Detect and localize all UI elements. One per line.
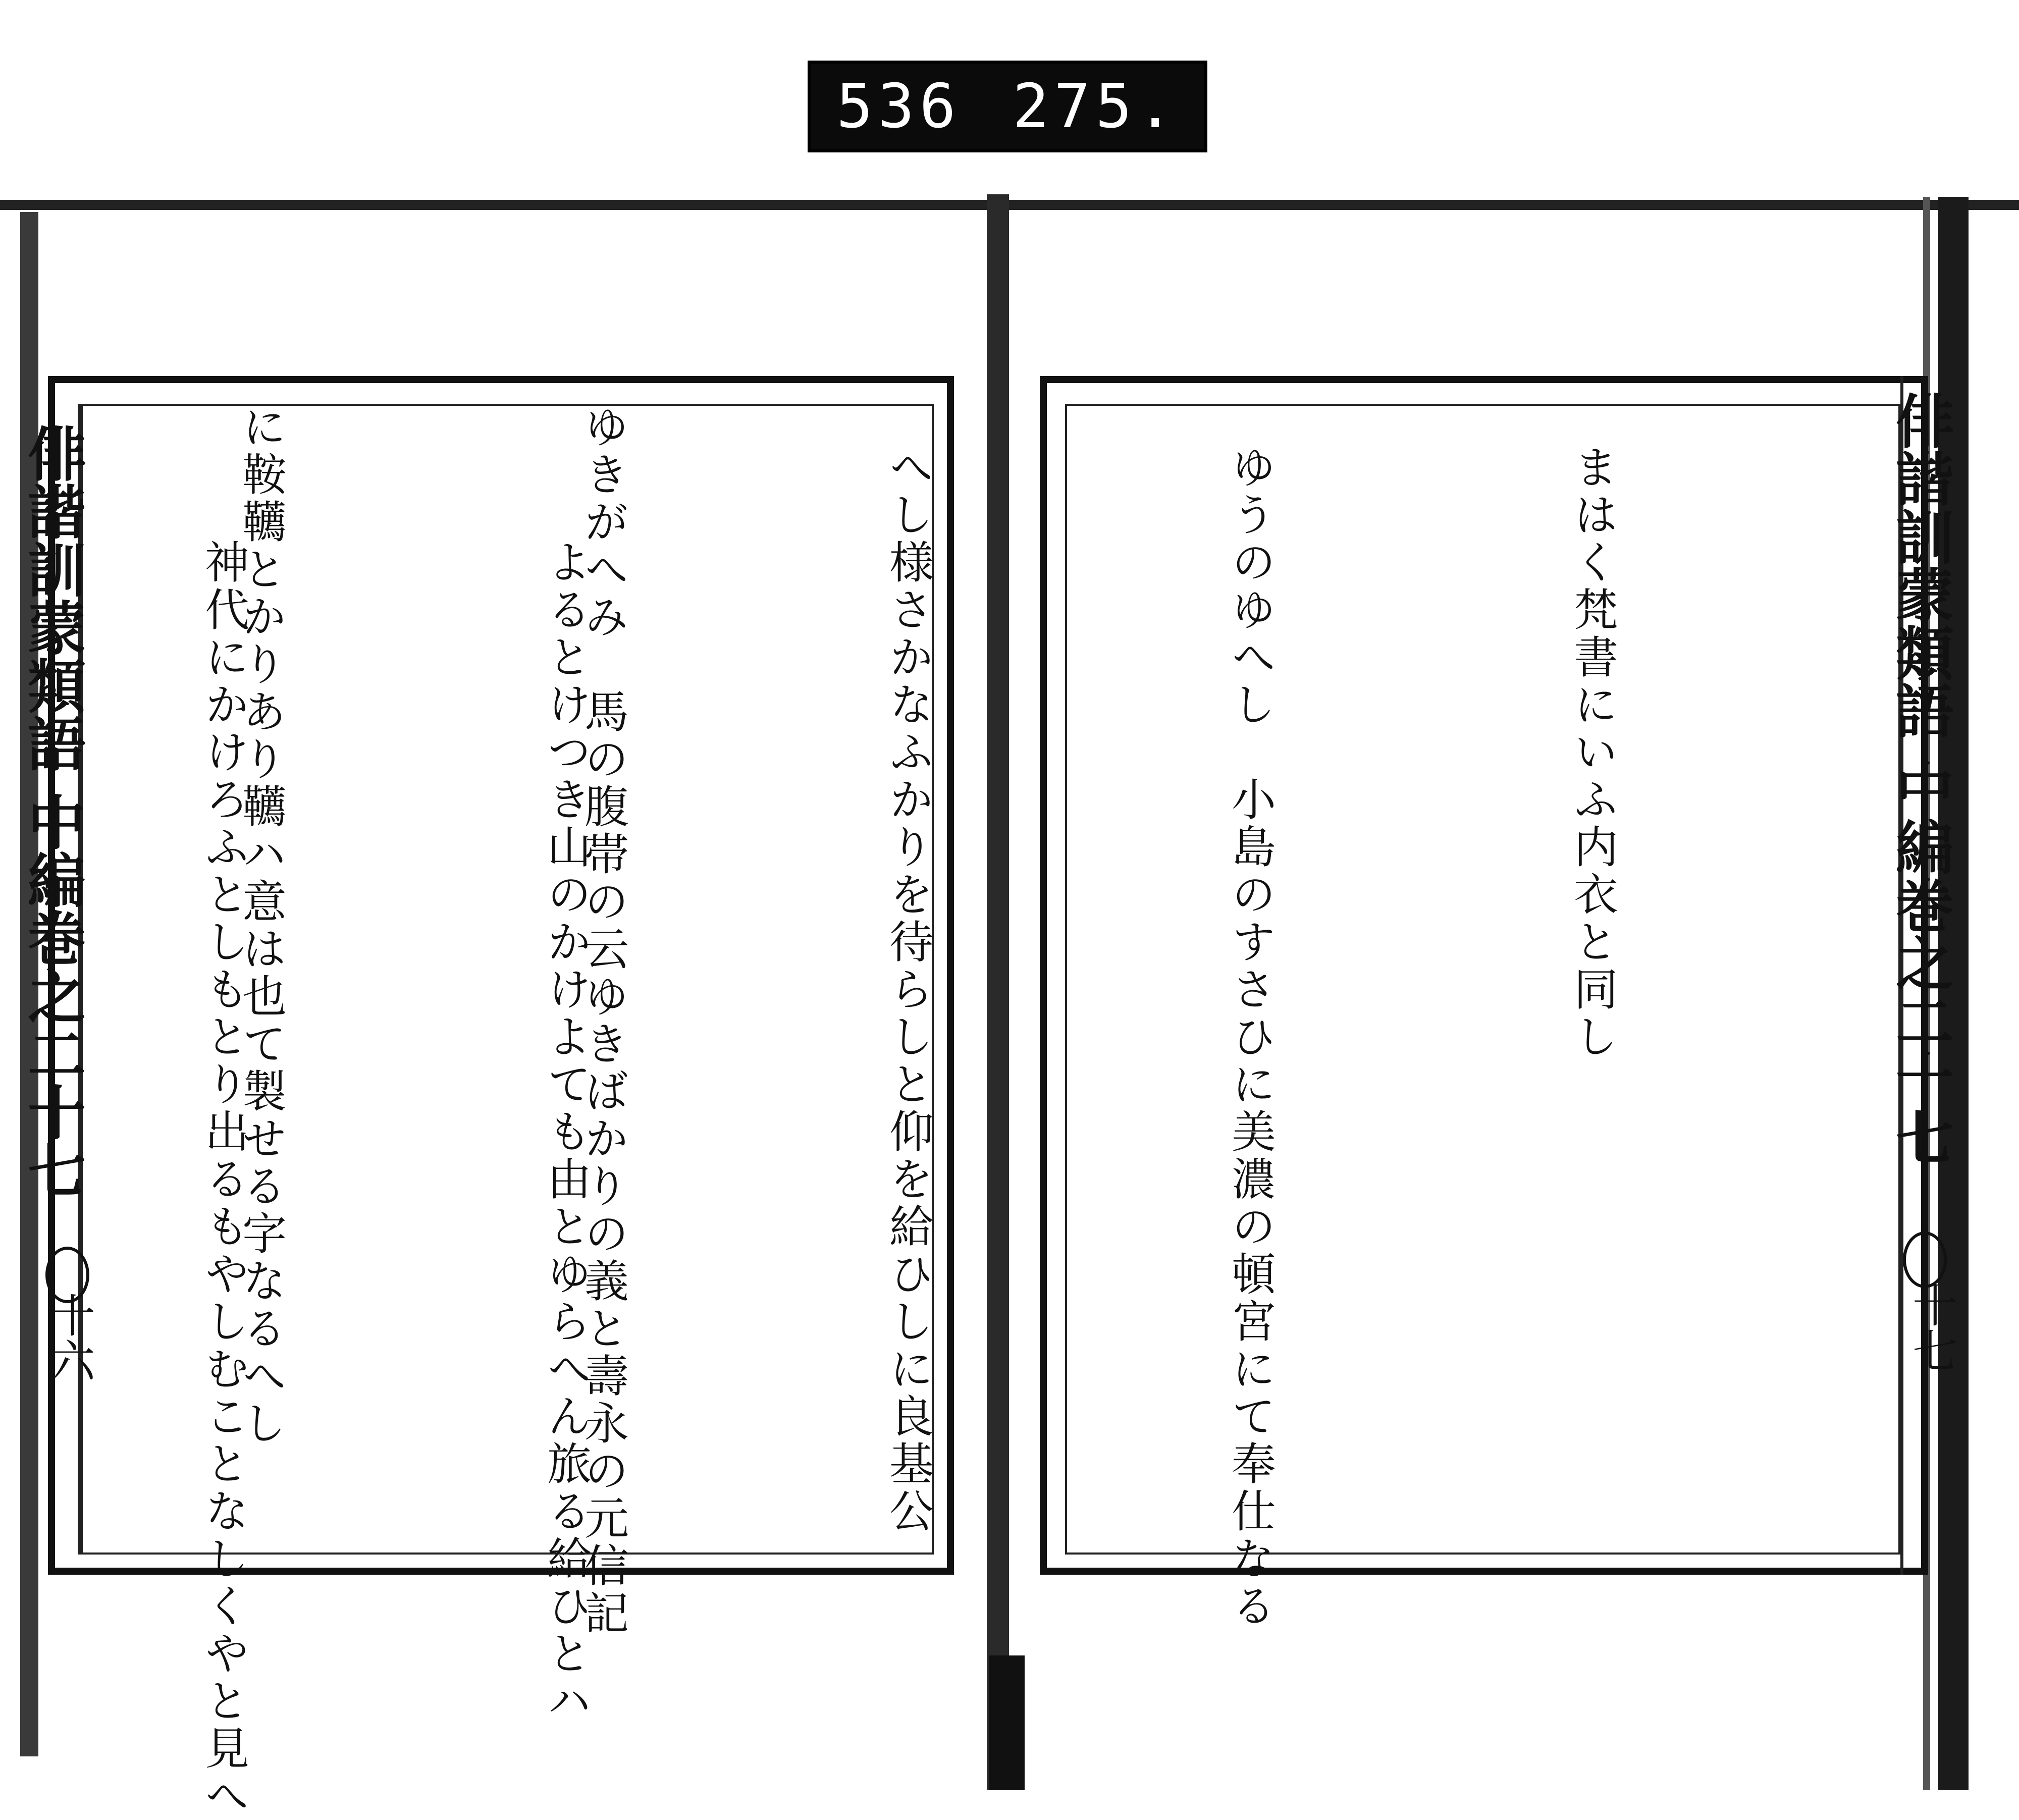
top-edge-line xyxy=(0,200,2019,210)
text-column: に鞍韉とかりあり韉ハ意は也て製せる字なるへし xyxy=(235,404,287,1448)
right-folio-mark xyxy=(1903,1232,1947,1288)
left-folio-number: 十六 xyxy=(42,1292,95,1383)
catalog-number-left: 536 xyxy=(836,71,961,142)
right-folio-number: 十七 xyxy=(1904,1282,1957,1373)
text-column: 神代にかけろふとしもとり出るもやしむことなしくやと見へ xyxy=(198,444,250,1820)
left-margin-title: 俳諧訓蒙類語 中編巻之二十七 xyxy=(18,424,86,1199)
text-column: へし様さかなふかりを待らしと仰を給ひしに良基公 xyxy=(882,444,934,1535)
text-column: ゆきがへみ 馬の腹帯の云ゆきばかりの義と壽永の元信記 xyxy=(577,404,629,1637)
catalog-label xyxy=(808,61,1207,152)
catalog-number-right: 275. xyxy=(1012,71,1179,142)
right-margin-strip xyxy=(1886,376,1954,1575)
spine-shadow xyxy=(989,1655,1025,1790)
text-column: よるとけつき山のかけよても由とゆらへん旅る給ひとハ xyxy=(540,444,592,1725)
right-margin-title: 俳諧訓蒙類語 中編巻之二十七 xyxy=(1886,391,1954,1166)
text-column: ゆうのゆへし 小島のすさひに美濃の頓宮にて奉仕なる xyxy=(1225,444,1277,1630)
text-column: まはく梵書にいふ内衣と同し xyxy=(1567,444,1619,1061)
